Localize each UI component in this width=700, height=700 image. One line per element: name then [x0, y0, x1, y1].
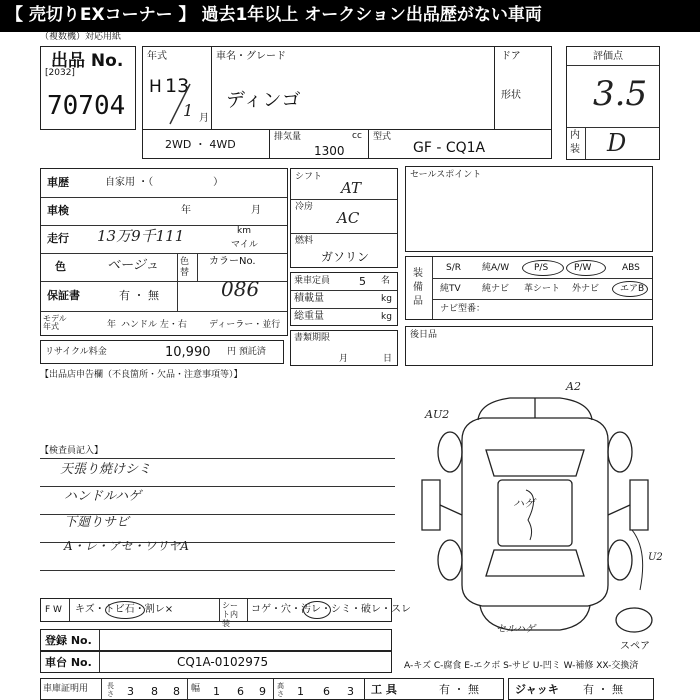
damage-legend: A-キズ C-腐食 E-エクボ S-サビ U-凹ミ W-補修 XX-交換済 [404, 661, 639, 671]
diagram-mark-serhage: セルハゲ [496, 624, 536, 635]
chassis-row: 車台 No. CQ1A-0102975 [40, 651, 392, 673]
spare-label: スペア [620, 641, 650, 652]
displacement-box: 排気量 cc 1300 [269, 129, 369, 159]
ps-circle [522, 260, 564, 276]
drive-box: 2WD ・ 4WD [142, 129, 270, 159]
diagram-mark-hage: ハゲ [513, 497, 535, 510]
diagram-mark-a2: A2 [566, 380, 581, 393]
model-box: 型式 GF - CQ1A [368, 129, 552, 159]
cert-row: 車庫証明用 長さ 3 8 8 幅 1 6 9 高さ 1 6 3 [40, 678, 392, 700]
banner [0, 0, 700, 32]
spec-box: シフト AT 冷房 AC 燃料 ガソリン [290, 168, 398, 268]
report-header: 【出品店申告欄（不良箇所・欠品・注意事項等）】 [40, 370, 243, 380]
banner-text: 【 売切りEXコーナー 】 過去1年以上 オークション出品歴がない車両 [6, 5, 542, 25]
car-name: ディンゴ [226, 89, 301, 111]
sales-points-box: セールスポイント [405, 166, 653, 252]
interior-row: F W キズ・トビ石・割レ× シート内装 コゲ・穴・汚レ・シミ・破レ・スレ [40, 598, 392, 622]
equipment-box: 装備品 S/R 純A/W P/S P/W ABS 純TV 純ナビ 革シート 外ナビ エアB ナビ型番： [405, 256, 653, 320]
inspector-label: 【検査員記入】 [40, 446, 104, 456]
lot-stamp: [2032] [45, 68, 75, 78]
score-box: 評価点 3.5 内 装 D [566, 46, 660, 160]
capacity-box: 乗車定員 5 名 積載量 kg 総重量 kg [290, 272, 398, 326]
seat-circle [303, 601, 331, 619]
note-4: A・レ・アセ・ワリヤA [64, 539, 189, 553]
diagram-mark-u2: U2 [648, 552, 663, 563]
jack-box: ジャッキ 有 ・ 無 [508, 678, 654, 700]
papers-box: 書類期限 月 日 [290, 330, 398, 366]
history-box: 車歴 自家用 ・（ ） 車検 年 月 走行 13万9千111 km マイル 色 ベージュ 色替 カラーNo. 086 保証書 有 ・ 無 モデル年式 年 ハンドル 左・右 ディーラー・並行 [40, 168, 288, 336]
year-slash [142, 46, 212, 130]
year-box: 年式 H 13 1 月 [142, 46, 212, 130]
fw-circle [105, 601, 145, 619]
tools-box: 工 具 有 ・ 無 [364, 678, 504, 700]
pw-circle [566, 260, 606, 276]
note-1: 天張り焼けシミ [60, 462, 152, 477]
after-box: 後日品 [405, 326, 653, 366]
top-note: （複数機）対応用紙 [40, 32, 122, 42]
score-value: 3.5 [593, 74, 648, 114]
lot-number: 70704 [47, 91, 126, 121]
note-3: 下廻りサビ [64, 515, 130, 530]
note-2: ハンドルハゲ [64, 489, 142, 504]
name-box: 車名・グレード ディンゴ [211, 46, 495, 130]
diagram-mark-au2: AU2 [425, 408, 450, 421]
lot-label: 出品 No. [51, 51, 124, 71]
reg-row: 登録 No. [40, 629, 392, 651]
airbag-circle [612, 281, 648, 297]
lot-box [40, 46, 136, 130]
door-box: ドア 形状 [494, 46, 552, 130]
recycle-box: リサイクル料金 10,990 円 預託済 [40, 340, 284, 364]
